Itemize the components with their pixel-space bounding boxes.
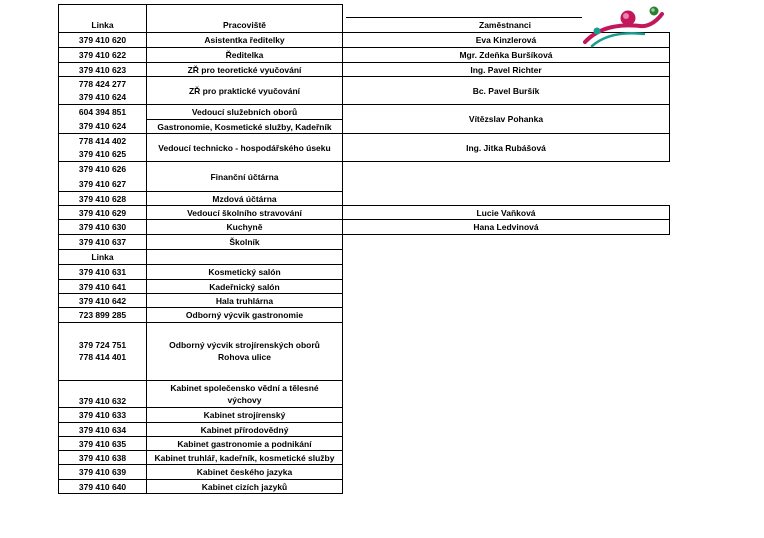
pracoviste-line: Kabinet společensko vědní a tělesné [170,383,319,393]
linka-cell: 379 410 633 [78,410,127,420]
pracoviste-cell: Vedoucí školního stravování [187,207,302,218]
pracoviste-cell: ZŘ pro teoretické vyučování [187,64,302,75]
pracoviste-cell [147,382,342,406]
pracoviste-cell: Kuchyně [226,222,263,232]
grid-line [58,493,343,494]
school-logo [582,4,666,50]
linka-cell [59,105,146,133]
linka-line: 778 414 402 [78,135,127,146]
linka-cell: 379 410 634 [78,424,127,435]
linka-cell [59,134,146,161]
grid-line [58,4,343,5]
grid-line [58,322,343,323]
pracoviste-cell: Kadeřnický salón [209,281,280,292]
linka-line: 379 410 625 [78,149,127,160]
header-pracoviste: Pracoviště [223,20,266,30]
header-linka: Linka [91,20,114,30]
linka-line: 379 410 627 [78,178,127,189]
pracoviste-cell: Vedoucí technicko - hospodářského úseku [158,142,331,153]
linka-cell: 379 410 640 [78,481,127,492]
pracoviste-cell: Asistentka ředitelky [204,35,285,45]
linka-cell: 379 410 620 [78,35,127,45]
pracoviste-cell: Kosmetický salón [208,267,281,277]
linka-line: 379 724 751 [78,340,127,350]
linka-cell: 379 410 631 [78,267,127,277]
grid-line [58,380,343,381]
linka-line: 379 410 624 [78,121,127,131]
linka-cell: 379 410 639 [78,467,127,477]
linka-cell: 379 410 623 [78,64,127,75]
pracoviste-cell [147,339,342,363]
linka-cell: 379 410 622 [78,50,127,60]
linka-cell [59,339,146,363]
linka-cell: 379 410 641 [78,281,127,292]
employee-cell: Lucie Vaňková [476,207,536,218]
linka-cell: 379 410 629 [78,207,127,218]
pracoviste-line: Odborný výcvik strojírenských oborů [169,340,320,350]
second-header-linka: Linka [91,252,114,262]
pracoviste-cell: Odborný výcvik gastronomie [185,310,304,320]
linka-line: 604 394 851 [78,107,127,117]
linka-cell [59,77,146,104]
linka-cell: 379 410 637 [78,237,127,247]
pracoviste-cell: Vedoucí služebních oborů [191,107,298,117]
linka-cell: 379 410 632 [78,395,127,406]
pracoviste-line: výchovy [227,395,262,405]
employee-cell: Ing. Pavel Richter [470,64,542,75]
employee-cell: Ing. Jitka Rubášová [466,142,546,153]
linka-cell [59,162,146,191]
linka-cell: 379 410 630 [78,222,127,232]
pracoviste-line: Rohova ulice [218,352,271,362]
pracoviste-cell: Mzdová účtárna [212,193,277,204]
header-zamestnanci: Zaměstnanci [479,20,531,30]
pracoviste-cell: Gastronomie, Kosmetické služby, Kadeřník [157,121,332,132]
pracoviste-cell: ZŘ pro praktické vyučování [188,85,300,96]
employee-cell: Hana Ledvinová [473,222,539,232]
pracoviste-cell: Kabinet strojírenský [203,410,286,420]
pracoviste-cell: Školník [229,237,260,247]
pracoviste-cell: Kabinet gastronomie a podnikání [177,438,312,449]
linka-cell: 723 899 285 [78,310,127,320]
pracoviste-cell: Kabinet českého jazyka [196,467,293,477]
pracoviste-cell: Kabinet přírodovědný [200,424,289,435]
employee-cell: Mgr. Zdeňka Buršíková [459,50,553,60]
logo-graphic [582,4,666,50]
linka-line: 778 424 277 [78,78,127,89]
pracoviste-cell: Kabinet truhlář, kadeřník, kosmetické služby [154,452,335,463]
pracoviste-cell: Ředitelka [225,50,264,60]
pracoviste-cell: Finanční účtárna [210,171,279,182]
linka-cell: 379 410 642 [78,295,127,306]
employee-cell: Vítězslav Pohanka [468,114,544,124]
linka-cell: 379 410 628 [78,193,127,204]
linka-line: 379 410 626 [78,164,127,175]
linka-cell: 379 410 635 [78,438,127,449]
pracoviste-cell: Kabinet cizích jazyků [201,481,288,492]
linka-cell: 379 410 638 [78,452,127,463]
grid-line [669,32,670,161]
employee-cell: Bc. Pavel Buršík [472,85,540,96]
employee-cell: Eva Kinzlerová [475,35,537,45]
linka-line: 778 414 401 [78,352,127,362]
linka-line: 379 410 624 [78,92,127,103]
pracoviste-cell: Hala truhlárna [215,295,274,306]
